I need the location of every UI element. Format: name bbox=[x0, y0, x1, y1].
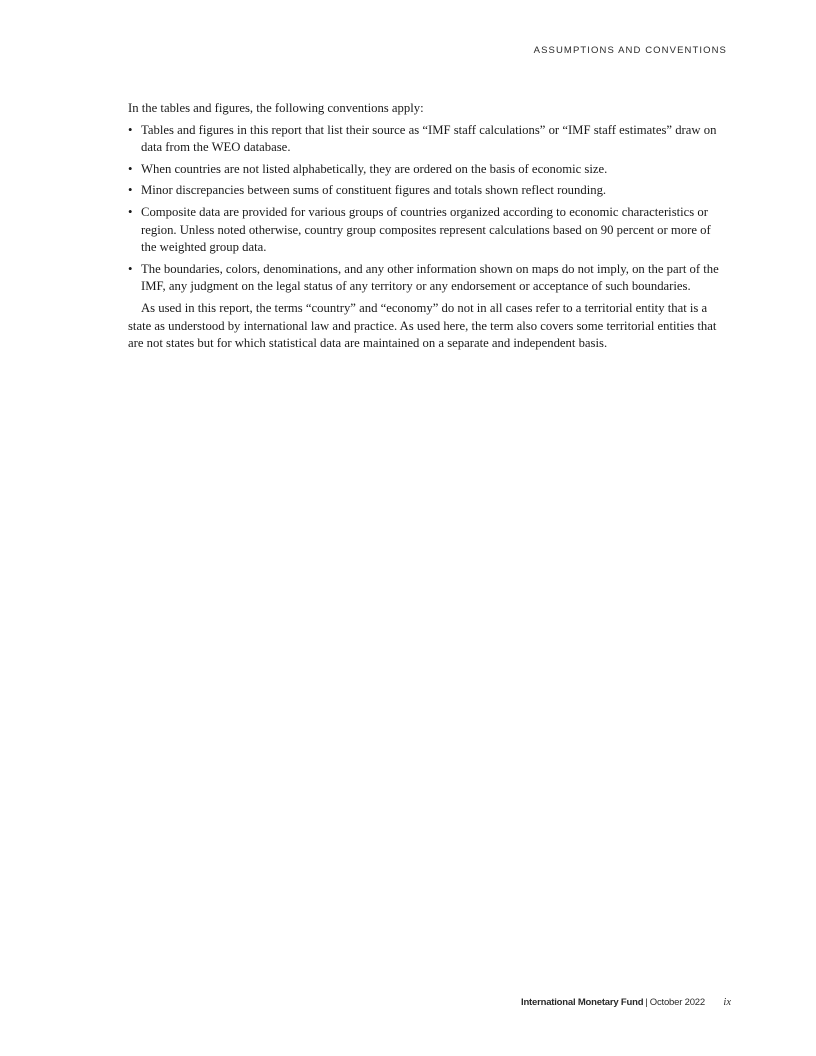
intro-text: In the tables and figures, the following conventions apply: bbox=[128, 101, 424, 115]
list-item-text: The boundaries, colors, denominations, and any other information shown on maps do not imply, on the part of the IMF, any judgment on the legal status of any territory or any endorsement or acceptance of such boundaries. bbox=[141, 261, 719, 294]
footer-date: October 2022 bbox=[649, 997, 705, 1008]
list-item bbox=[128, 204, 728, 257]
bullet-icon: • bbox=[128, 261, 133, 276]
list-item bbox=[128, 261, 728, 296]
list-item-text: When countries are not listed alphabetically, they are ordered on the basis of economic size. bbox=[141, 161, 608, 176]
footer-separator: | bbox=[645, 997, 648, 1008]
bullet-icon: • bbox=[128, 161, 133, 176]
conventions-list bbox=[128, 122, 728, 296]
page-number: ix bbox=[723, 997, 731, 1008]
running-header: ASSUMPTIONS AND CONVENTIONS bbox=[533, 45, 727, 56]
closing-paragraph: As used in this report, the terms “country” and “economy” do not in all cases refer to a territorial entity that is a state as understood by international law and practice. As used here, the term also covers some territorial entities that are not states but for which statistical data are maintained on a separate and independent basis. bbox=[128, 300, 717, 351]
list-item-text: Composite data are provided for various groups of countries organized according to economic characteristics or region. Unless noted otherwise, country group composites represent calculations based on 90 percent or more of the weighted group data. bbox=[141, 204, 711, 255]
list-item bbox=[128, 182, 728, 200]
list-item bbox=[128, 122, 728, 157]
list-item-text: Tables and figures in this report that list their source as “IMF staff calculations” or “IMF staff estimates” draw on data from the WEO database. bbox=[141, 122, 717, 155]
list-item-text: Minor discrepancies between sums of constituent figures and totals shown reflect rounding. bbox=[141, 183, 607, 198]
page-body bbox=[128, 100, 728, 353]
page-footer bbox=[521, 997, 731, 1011]
bullet-icon: • bbox=[128, 204, 133, 219]
bullet-icon: • bbox=[128, 122, 133, 137]
footer-organization: International Monetary Fund bbox=[521, 997, 644, 1008]
list-item bbox=[128, 161, 728, 179]
bullet-icon: • bbox=[128, 183, 133, 198]
